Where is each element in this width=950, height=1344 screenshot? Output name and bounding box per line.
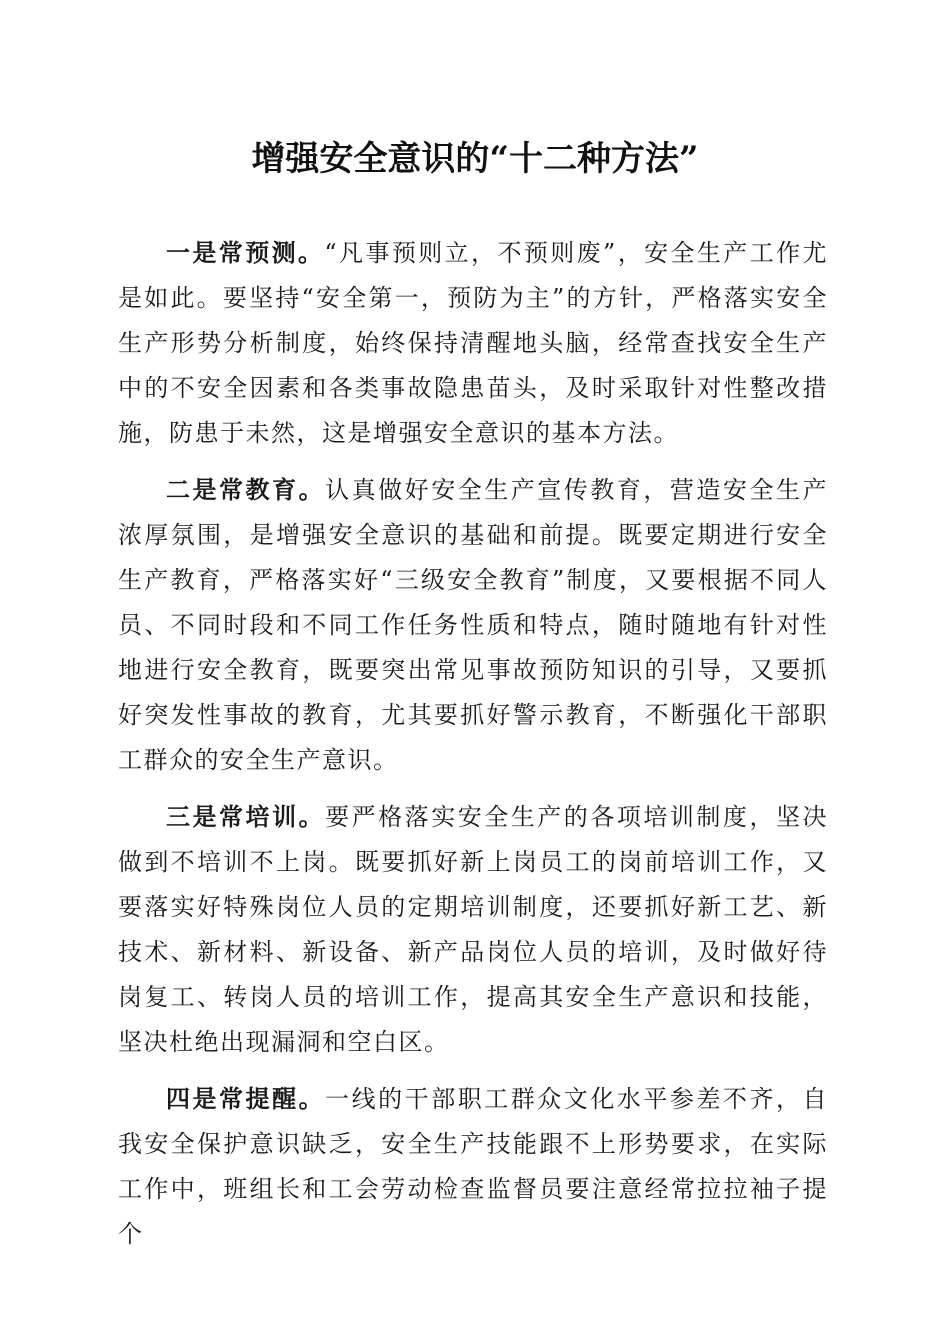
paragraph-2 <box>118 467 828 783</box>
paragraph-text: 要严格落实安全生产的各项培训制度，坚决做到不培训不上岗。既要抓好新上岗员工的岗前培训工作，又要落实好特殊岗位人员的定期培训制度，还要抓好新工艺、新技术、新材料、新设备、新产品岗位人员的培训，及时做好待岗复工、转岗人员的培训工作，提高其安全生产意识和技能，坚决杜绝出现漏洞和空白区。 <box>118 803 828 1056</box>
document-title: 增强安全意识的“十二种方法” <box>251 139 699 179</box>
paragraph-lead: 四是常提醒。 <box>166 1084 326 1113</box>
paragraph-lead: 一是常预测。 <box>166 238 325 267</box>
document-body <box>118 230 828 1268</box>
paragraph-text: 认真做好安全生产宣传教育，营造安全生产浓厚氛围，是增强安全意识的基础和前提。既要定期进行安全生产教育，严格落实好“三级安全教育”制度，又要根据不同人员、不同时段和不同工作任务性质和特点，随时随地有针对性地进行安全教育，既要突出常见事故预防知识的引导，又要抓好突发性事故的教育，尤其要抓好警示教育，不断强化干部职工群众的安全生产意识。 <box>118 476 828 774</box>
paragraph-text: “凡事预则立，不预则废”，安全生产工作尤是如此。要坚持“安全第一，预防为主”的方针，严格落实安全生产形势分析制度，始终保持清醒地头脑，经常查找安全生产中的不安全因素和各类事故隐患苗头，及时采取针对性整改措施，防患于未然，这是增强安全意识的基本方法。 <box>118 239 828 447</box>
paragraph-lead: 二是常教育。 <box>166 475 326 504</box>
paragraph-1 <box>118 230 828 456</box>
paragraph-text: 一线的干部职工群众文化水平参差不齐，自我安全保护意识缺乏，安全生产技能跟不上形势要求，在实际工作中，班组长和工会劳动检查监督员要注意经常拉拉袖子提个 <box>118 1085 828 1248</box>
paragraph-4 <box>118 1076 828 1257</box>
paragraph-lead: 三是常培训。 <box>166 802 326 831</box>
paragraph-3 <box>118 794 828 1065</box>
